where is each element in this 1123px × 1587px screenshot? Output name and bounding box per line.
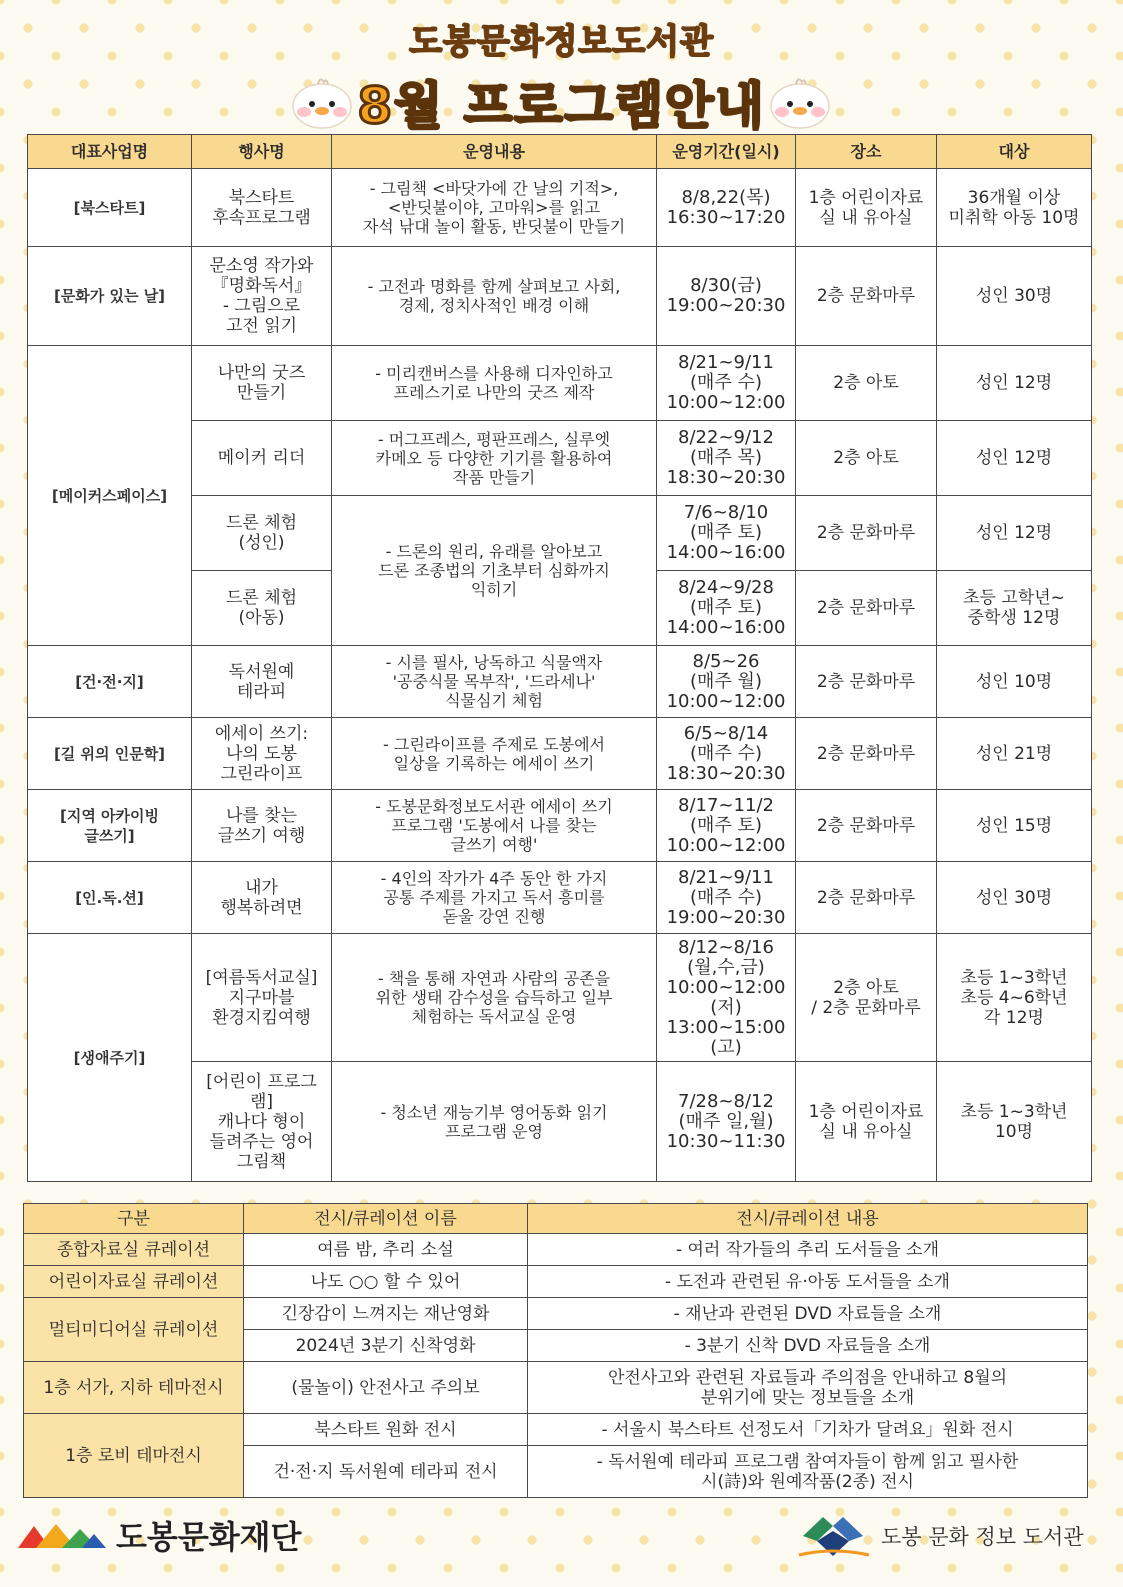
event-cell: [어린이 프로그 램] 캐나다 형이 들려주는 영어 그림책 [192,1062,332,1182]
foundation-logo-text: 도봉문화재단 [116,1518,302,1556]
period-cell: 6/5~8/14 (매주 수) 18:30~20:30 [657,718,796,790]
table-row [24,1362,1088,1414]
period-cell: 8/17~11/2 (매주 토) 10:00~12:00 [657,790,796,862]
target-cell: 36개월 이상 미취학 아동 10명 [937,169,1092,247]
table-row [28,646,1092,718]
table-header-row [28,135,1092,169]
content-cell: - 재난과 관련된 DVD 자료들을 소개 [528,1298,1088,1330]
place-cell: 1층 어린이자료 실 내 유아실 [796,1062,937,1182]
table-row [28,718,1092,790]
content-cell: - 독서원예 테라피 프로그램 참여자들이 함께 읽고 필사한 시(詩)와 원예작품(2종) 전시 [528,1446,1088,1498]
column-header: 구분 [24,1204,244,1234]
place-cell: 2층 문화마루 [796,718,937,790]
target-cell: 성인 30명 [937,862,1092,934]
mountain-logo-icon [18,1520,108,1550]
column-header: 전시/큐레이션 이름 [244,1204,528,1234]
target-cell: 초등 1~3학년 10명 [937,1062,1092,1182]
category-cell: [지역 아카이빙 글쓰기] [28,790,192,862]
event-cell: 에세이 쓰기: 나의 도봉 그린라이프 [192,718,332,790]
content-cell: - 서울시 북스타트 선정도서「기차가 달려요」원화 전시 [528,1414,1088,1446]
name-cell: 북스타트 원화 전시 [244,1414,528,1446]
division-cell: 1층 서가, 지하 테마전시 [24,1362,244,1414]
table-row [24,1234,1088,1266]
place-cell: 1층 어린이자료 실 내 유아실 [796,169,937,247]
table-row [24,1266,1088,1298]
place-cell: 2층 문화마루 [796,496,937,571]
library-logo-text: 도봉 문화 정보 도서관 [881,1525,1084,1549]
content-cell: - 청소년 재능기부 영어동화 읽기 프로그램 운영 [332,1062,657,1182]
library-logo [793,1510,1084,1562]
event-cell: 나만의 굿즈 만들기 [192,346,332,421]
page-header [0,0,1123,135]
table-row [28,247,1092,346]
event-cell: 메이커 리더 [192,421,332,496]
event-cell: [여름독서교실] 지구마블 환경지킴여행 [192,934,332,1062]
content-cell: - 드론의 원리, 유래를 알아보고 드론 조종법의 기초부터 심화까지 익히기 [332,496,657,646]
division-cell: 어린이자료실 큐레이션 [24,1266,244,1298]
content-cell: - 도전과 관련된 유·아동 도서들을 소개 [528,1266,1088,1298]
target-cell: 성인 12명 [937,346,1092,421]
category-cell: [인.독.션] [28,862,192,934]
curation-table [23,1203,1088,1498]
chick-mascot-icon [768,74,832,130]
content-cell: - 머그프레스, 평판프레스, 실루엣 카메오 등 다양한 기기를 활용하여 작품 만들기 [332,421,657,496]
library-name: 도봉문화정보도서관 [409,22,714,62]
period-cell: 8/30(금) 19:00~20:30 [657,247,796,346]
column-header: 행사명 [192,135,332,169]
place-cell: 2층 문화마루 [796,790,937,862]
category-cell: [생애주기] [28,934,192,1182]
content-cell: - 책을 통해 자연과 사람의 공존을 위한 생태 감수성을 습득하고 일부 체험하는 독서교실 운영 [332,934,657,1062]
column-header: 전시/큐레이션 내용 [528,1204,1088,1234]
period-cell: 8/12~8/16 (월,수,금) 10:00~12:00 (저) 13:00~15:00 (고) [657,934,796,1062]
target-cell: 성인 30명 [937,247,1092,346]
event-cell: 드론 체험 (성인) [192,496,332,571]
table-row [28,934,1092,1062]
foundation-logo [18,1513,301,1557]
content-cell: - 시를 필사, 낭독하고 식물액자 '공중식물 목부작', '드라세나' 식물심기 체험 [332,646,657,718]
content-cell: - 도봉문화정보도서관 에세이 쓰기 프로그램 '도봉에서 나를 찾는 글쓰기 여행' [332,790,657,862]
event-cell: 나를 찾는 글쓰기 여행 [192,790,332,862]
target-cell: 초등 1~3학년 초등 4~6학년 각 12명 [937,934,1092,1062]
category-cell: [메이커스페이스] [28,346,192,646]
division-cell: 멀티미디어실 큐레이션 [24,1298,244,1362]
column-header: 대표사업명 [28,135,192,169]
column-header: 운영기간(일시) [657,135,796,169]
target-cell: 성인 15명 [937,790,1092,862]
event-cell: 문소영 작가와 『명화독서』 - 그림으로 고전 읽기 [192,247,332,346]
content-cell: - 4인의 작가가 4주 동안 한 가지 공통 주제를 가지고 독서 흥미를 돋울 강연 진행 [332,862,657,934]
category-cell: [북스타트] [28,169,192,247]
place-cell: 2층 아토 / 2층 문화마루 [796,934,937,1062]
category-cell: [길 위의 인문학] [28,718,192,790]
content-cell: - 고전과 명화를 함께 살펴보고 사회, 경제, 정치사적인 배경 이해 [332,247,657,346]
table-row [28,862,1092,934]
event-cell: 북스타트 후속프로그램 [192,169,332,247]
period-cell: 8/8,22(목) 16:30~17:20 [657,169,796,247]
name-cell: 건·전·지 독서원예 테라피 전시 [244,1446,528,1498]
table-row [24,1414,1088,1446]
target-cell: 성인 12명 [937,421,1092,496]
division-cell: 1층 로비 테마전시 [24,1414,244,1498]
table-header-row [24,1204,1088,1234]
period-cell: 8/22~9/12 (매주 목) 18:30~20:30 [657,421,796,496]
column-header: 장소 [796,135,937,169]
category-cell: [건·전·지] [28,646,192,718]
name-cell: 여름 밤, 추리 소설 [244,1234,528,1266]
table-row [28,169,1092,247]
column-header: 운영내용 [332,135,657,169]
period-cell: 7/6~8/10 (매주 토) 14:00~16:00 [657,496,796,571]
place-cell: 2층 문화마루 [796,571,937,646]
column-header: 대상 [937,135,1092,169]
target-cell: 초등 고학년~ 중학생 12명 [937,571,1092,646]
target-cell: 성인 21명 [937,718,1092,790]
place-cell: 2층 문화마루 [796,862,937,934]
content-cell: - 그림책 <바닷가에 간 날의 기적>, <반딧불이야, 고마워>를 읽고 자석 낚대 놀이 활동, 반딧불이 만들기 [332,169,657,247]
place-cell: 2층 아토 [796,421,937,496]
division-cell: 종합자료실 큐레이션 [24,1234,244,1266]
place-cell: 2층 문화마루 [796,247,937,346]
target-cell: 성인 12명 [937,496,1092,571]
table-row [28,346,1092,421]
content-cell: - 3분기 신착 DVD 자료들을 소개 [528,1330,1088,1362]
period-cell: 8/21~9/11 (매주 수) 10:00~12:00 [657,346,796,421]
target-cell: 성인 10명 [937,646,1092,718]
event-cell: 내가 행복하려면 [192,862,332,934]
table-row [24,1298,1088,1330]
name-cell: 나도 ○○ 할 수 있어 [244,1266,528,1298]
name-cell: 긴장감이 느껴지는 재난영화 [244,1298,528,1330]
content-cell: 안전사고와 관련된 자료들과 주의점을 안내하고 8월의 분위기에 맞는 정보들을 소개 [528,1362,1088,1414]
content-cell: - 여러 작가들의 추리 도서들을 소개 [528,1234,1088,1266]
period-cell: 8/21~9/11 (매주 수) 19:00~20:30 [657,862,796,934]
category-cell: [문화가 있는 날] [28,247,192,346]
table-row [28,790,1092,862]
period-cell: 8/24~9/28 (매주 토) 14:00~16:00 [657,571,796,646]
page-title: 8월 프로그램안내 [357,77,766,135]
event-cell: 드론 체험 (아동) [192,571,332,646]
event-cell: 독서원예 테라피 [192,646,332,718]
library-logo-icon [793,1511,873,1561]
place-cell: 2층 아토 [796,346,937,421]
program-table [27,134,1092,1182]
content-cell: - 미리캔버스를 사용해 디자인하고 프레스기로 나만의 굿즈 제작 [332,346,657,421]
name-cell: 2024년 3분기 신착영화 [244,1330,528,1362]
period-cell: 7/28~8/12 (매주 일,월) 10:30~11:30 [657,1062,796,1182]
content-cell: - 그린라이프를 주제로 도봉에서 일상을 기록하는 에세이 쓰기 [332,718,657,790]
period-cell: 8/5~26 (매주 월) 10:00~12:00 [657,646,796,718]
place-cell: 2층 문화마루 [796,646,937,718]
name-cell: (물놀이) 안전사고 주의보 [244,1362,528,1414]
